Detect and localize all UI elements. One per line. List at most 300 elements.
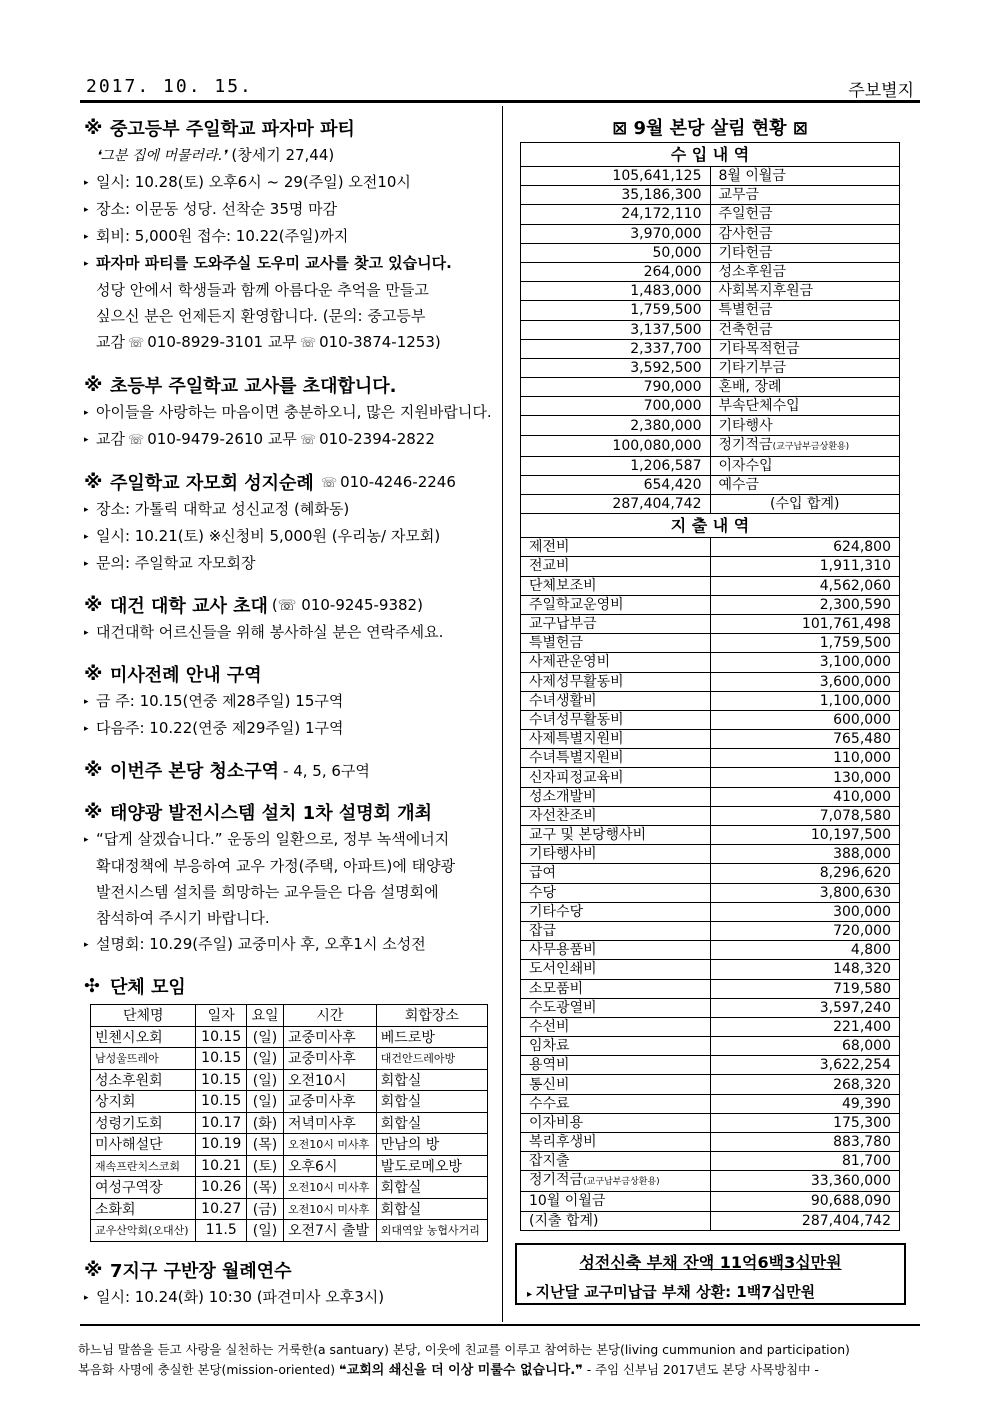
meeting-day: (목) <box>246 1177 283 1199</box>
income-label <box>710 320 900 339</box>
asterism-icon: ※ <box>84 663 103 685</box>
asterism-icon: ※ <box>84 374 103 396</box>
expense-label-text: 단체보조비 <box>529 577 597 594</box>
phone-icon: ☏ <box>299 433 317 448</box>
section-title: 중고등부 주일학교 파자마 파티 <box>110 119 355 140</box>
bullet-arrow-icon: ▸ <box>84 835 89 845</box>
bullet-arrow-icon: ▸ <box>84 532 89 542</box>
income-amount: 1,759,500 <box>521 301 711 320</box>
meeting-time: 오전10시 미사후 <box>284 1177 377 1199</box>
income-row <box>521 262 900 281</box>
income-amount: 35,186,300 <box>521 186 711 205</box>
ornament-icon: ⊠ <box>612 118 628 139</box>
section-title: 태양광 발전시스템 설치 1차 설명회 개최 <box>110 803 433 824</box>
meeting-time: 오전10시 <box>284 1069 377 1091</box>
income-label-text: 건축헌금 <box>718 321 773 338</box>
phone-number: 010-3874-1253) <box>319 333 441 351</box>
income-row <box>521 358 900 377</box>
meeting-date: 10.15 <box>196 1048 246 1070</box>
income-label <box>710 301 900 320</box>
info-line: 회비: 5,000원 접수: 10.22(주일)까지 <box>96 227 349 245</box>
expense-row <box>521 710 900 729</box>
meeting-place: 외대역앞 농협사거리 <box>376 1220 487 1242</box>
expense-amount: 765,480 <box>710 730 900 749</box>
meeting-date: 10.26 <box>196 1177 246 1199</box>
meeting-time: 교중미사후 <box>284 1091 377 1113</box>
income-label-text: 8월 이월금 <box>718 168 786 185</box>
income-label-text: 예수금 <box>718 476 760 493</box>
group-name: 성소후원회 <box>91 1069 196 1091</box>
expense-label <box>521 845 711 864</box>
meeting-place: 회합실 <box>376 1069 487 1091</box>
expense-amount: 3,800,630 <box>710 883 900 902</box>
info-line: 성당 안에서 학생들과 함께 아름다운 추억을 만들고 <box>96 281 429 299</box>
expense-label-text: 자선찬조비 <box>529 807 597 824</box>
income-label <box>710 358 900 377</box>
expense-amount: 101,761,498 <box>710 614 900 633</box>
income-label <box>710 262 900 281</box>
income-amount: 2,337,700 <box>521 339 711 358</box>
income-label <box>710 435 900 456</box>
expense-amount: 4,800 <box>710 941 900 960</box>
expense-label-text: 수녀특별지원비 <box>529 750 624 767</box>
expense-row <box>521 672 900 691</box>
section-district-training <box>84 1256 494 1311</box>
expense-label-text: 급여 <box>529 865 557 882</box>
expense-label-text: 교구납부금 <box>529 616 597 633</box>
phone-icon: ☏ <box>299 336 317 351</box>
expense-amount: 130,000 <box>710 768 900 787</box>
section-title: 단체 모임 <box>110 977 186 998</box>
group-name: 남성울뜨레아 <box>91 1048 196 1070</box>
expense-row <box>521 768 900 787</box>
income-row <box>521 224 900 243</box>
finance-column <box>519 114 901 1231</box>
expense-label <box>521 1152 711 1171</box>
expense-label-text: 수녀성무활동비 <box>529 711 624 728</box>
expense-label-text: 교구 및 본당행사비 <box>529 827 647 844</box>
meeting-time: 오후6시 <box>284 1155 377 1177</box>
expense-amount: 33,360,000 <box>710 1171 900 1192</box>
expense-label <box>521 634 711 653</box>
expense-row <box>521 826 900 845</box>
meeting-place: 회합실 <box>376 1112 487 1134</box>
phone-number: 010-4246-2246 <box>340 473 456 491</box>
expense-row <box>521 864 900 883</box>
info-line: 설명회: 10.29(주일) 교중미사 후, 오후1시 소성전 <box>96 935 426 953</box>
expense-label <box>521 768 711 787</box>
bullet-arrow-icon: ▸ <box>84 1292 89 1303</box>
bulletin-date: 2017. 10. 15. <box>86 76 253 97</box>
column-header: 일자 <box>196 1005 246 1027</box>
expense-row <box>521 921 900 940</box>
expense-label <box>521 1113 711 1132</box>
expense-label <box>521 883 711 902</box>
meeting-time: 저녁미사후 <box>284 1112 377 1134</box>
income-label-text: 감사헌금 <box>718 225 773 242</box>
info-line: 일시: 10.28(토) 오후6시 ~ 29(주일) 오전10시 <box>96 173 411 191</box>
asterism-icon: ※ <box>84 1258 103 1281</box>
income-row <box>521 301 900 320</box>
expense-amount: 68,000 <box>710 1037 900 1056</box>
footer-divider <box>80 1324 920 1326</box>
debt-box <box>515 1243 906 1305</box>
expense-label-text: 사제특별지원비 <box>529 731 624 748</box>
expense-amount: 1,100,000 <box>710 691 900 710</box>
income-label <box>710 167 900 186</box>
expense-label <box>521 960 711 979</box>
expense-amount: 624,800 <box>710 538 900 557</box>
meeting-day: (일) <box>246 1048 283 1070</box>
bullet-arrow-icon: ▸ <box>84 435 89 445</box>
income-label <box>710 456 900 475</box>
info-line: 교감 <box>96 430 125 448</box>
phone-icon: ☏ <box>127 336 145 351</box>
expense-label-text: 통신비 <box>529 1076 570 1093</box>
finance-table <box>520 142 900 1231</box>
info-line: 대건대학 어르신들을 위해 봉사하실 분은 연락주세요. <box>96 623 444 641</box>
expense-row <box>521 749 900 768</box>
table-row <box>91 1048 488 1070</box>
meeting-date: 10.15 <box>196 1026 246 1048</box>
table-header-row <box>91 1005 488 1027</box>
expense-label-text: 전교비 <box>529 558 570 575</box>
income-label-text: 기타기부금 <box>718 359 787 376</box>
expense-row <box>521 576 900 595</box>
expense-label-text: 도서인쇄비 <box>529 961 597 978</box>
expense-label-text: 이자비용 <box>529 1114 584 1131</box>
expense-label-text: 특별헌금 <box>529 635 584 652</box>
asterism-icon: ※ <box>84 117 103 139</box>
info-line: 아이들을 사랑하는 마음이면 충분하오니, 많은 지원바랍니다. <box>96 403 492 421</box>
group-name: 상지회 <box>91 1091 196 1113</box>
column-header: 단체명 <box>91 1005 196 1027</box>
column-header: 시간 <box>284 1005 377 1027</box>
expense-label <box>521 941 711 960</box>
expense-row <box>521 806 900 825</box>
meeting-day: (일) <box>246 1069 283 1091</box>
expense-row <box>521 883 900 902</box>
expense-label-text: 10월 이월금 <box>529 1193 606 1210</box>
section-title: 주일학교 자모회 성지순례 <box>110 473 314 494</box>
phone-number: 010-9479-2610 교무 <box>147 430 297 448</box>
asterism-icon: ※ <box>84 801 103 823</box>
bullet-arrow-icon: ▸ <box>84 505 89 515</box>
group-name: 재속프란치스코회 <box>91 1155 196 1177</box>
expense-row <box>521 1113 900 1132</box>
table-row <box>91 1091 488 1113</box>
finance-title-text: 9월 본당 살림 현황 <box>633 118 787 139</box>
table-row <box>91 1134 488 1156</box>
income-amount: 264,000 <box>521 262 711 281</box>
expense-row <box>521 979 900 998</box>
section-solar <box>84 798 494 958</box>
bullet-arrow-icon: ▸ <box>84 408 89 418</box>
income-label-text: 혼배, 장례 <box>718 379 782 396</box>
meeting-time: 오전10시 미사후 <box>284 1134 377 1156</box>
expense-label-text: 임차료 <box>529 1038 570 1055</box>
expense-amount: 1,759,500 <box>710 634 900 653</box>
expense-row <box>521 1094 900 1113</box>
expense-row <box>521 787 900 806</box>
expense-amount: 883,780 <box>710 1133 900 1152</box>
expense-label <box>521 653 711 672</box>
section-title: 7지구 구반장 월례연수 <box>110 1260 292 1282</box>
expense-amount: 3,100,000 <box>710 653 900 672</box>
expense-label <box>521 576 711 595</box>
income-label-text: 성소후원금 <box>718 264 787 281</box>
expense-label-text: 정기적금 <box>529 1172 584 1189</box>
income-label-text: 주일헌금 <box>718 206 773 223</box>
expense-row <box>521 634 900 653</box>
meeting-date: 10.19 <box>196 1134 246 1156</box>
info-line: 금 주: 10.15(연중 제28주일) 15구역 <box>96 692 344 710</box>
income-amount: 287,404,742 <box>521 495 711 514</box>
expense-label <box>521 902 711 921</box>
meeting-place: 회합실 <box>376 1198 487 1220</box>
expense-row <box>521 614 900 633</box>
expense-label-text: 사제성무활동비 <box>529 673 624 690</box>
bulletin-title: 주보별지 <box>848 81 914 101</box>
expense-rows <box>521 538 900 1231</box>
expense-row <box>521 902 900 921</box>
expense-label-text: 수녀생활비 <box>529 692 597 709</box>
income-amount: 100,080,000 <box>521 435 711 456</box>
table-row <box>91 1026 488 1048</box>
info-line: 확대정책에 부응하여 교우 가정(주택, 아파트)에 태양광 <box>96 857 456 875</box>
income-label-text: 교무금 <box>718 187 760 204</box>
income-label <box>710 475 900 494</box>
scripture-quote: ❛그분 집에 머물러라.❜ <box>96 148 227 164</box>
expense-amount: 600,000 <box>710 710 900 729</box>
meeting-day: (목) <box>246 1134 283 1156</box>
income-header: 수 입 내 역 <box>521 143 900 167</box>
income-row <box>521 495 900 514</box>
bullet-arrow-icon: ▸ <box>84 259 89 269</box>
expense-amount: 300,000 <box>710 902 900 921</box>
expense-label <box>521 1037 711 1056</box>
footer-motto: ❝교회의 쇄신을 더 이상 미룰수 없습니다.❞ <box>339 1363 583 1378</box>
bullet-arrow-icon: ▸ <box>84 559 89 569</box>
expense-label <box>521 1017 711 1036</box>
income-amount: 24,172,110 <box>521 205 711 224</box>
table-row <box>91 1155 488 1177</box>
expense-row <box>521 595 900 614</box>
info-line: 참석하여 주시기 바랍니다. <box>96 909 270 927</box>
meeting-time: 오전10시 미사후 <box>284 1198 377 1220</box>
group-name: 교우산악회(오대산) <box>91 1220 196 1242</box>
income-label <box>710 186 900 205</box>
section-group-meetings <box>84 972 494 1242</box>
meeting-place: 회합실 <box>376 1091 487 1113</box>
phone-number: 010-2394-2822 <box>319 430 435 448</box>
expense-row <box>521 653 900 672</box>
income-label <box>710 397 900 416</box>
income-amount: 3,137,500 <box>521 320 711 339</box>
meeting-place: 대건안드레아방 <box>376 1048 487 1070</box>
page-footer <box>78 1340 922 1381</box>
expense-row <box>521 1017 900 1036</box>
income-amount: 654,420 <box>521 475 711 494</box>
expense-row <box>521 538 900 557</box>
expense-row <box>521 1075 900 1094</box>
expense-row <box>521 1211 900 1230</box>
income-amount: 105,641,125 <box>521 167 711 186</box>
meeting-place: 발도로메오방 <box>376 1155 487 1177</box>
expense-label <box>521 806 711 825</box>
bullet-arrow-icon: ▸ <box>84 232 89 242</box>
footer-attribution: - 주임 신부님 2017년도 본당 사목방침中 - <box>586 1362 819 1377</box>
expense-row <box>521 1133 900 1152</box>
expense-amount: 3,597,240 <box>710 998 900 1017</box>
group-name: 미사해설단 <box>91 1134 196 1156</box>
income-rows <box>521 167 900 514</box>
section-daegun <box>84 591 494 646</box>
expense-amount: 268,320 <box>710 1075 900 1094</box>
meeting-day: (금) <box>246 1198 283 1220</box>
income-label <box>710 378 900 397</box>
bullet-arrow-icon: ▸ <box>84 940 89 950</box>
meeting-day: (일) <box>246 1220 283 1242</box>
expense-amount: 8,296,620 <box>710 864 900 883</box>
expense-amount: 410,000 <box>710 787 900 806</box>
expense-amount: 110,000 <box>710 749 900 768</box>
table-row <box>91 1220 488 1242</box>
meeting-place: 만남의 방 <box>376 1134 487 1156</box>
meeting-day: (토) <box>246 1155 283 1177</box>
expense-label-text: 성소개발비 <box>529 788 597 805</box>
expense-row <box>521 998 900 1017</box>
bullet-arrow-icon: ▸ <box>84 628 89 638</box>
info-line: 장소: 이문동 성당. 선착순 35명 마감 <box>96 200 338 218</box>
income-label-text: 특별헌금 <box>718 302 773 319</box>
income-label-text: 이자수입 <box>718 457 773 474</box>
expense-label-text: 수수료 <box>529 1095 570 1112</box>
column-header: 회합장소 <box>376 1005 487 1027</box>
expense-label-text: 기타수당 <box>529 903 584 920</box>
income-row <box>521 475 900 494</box>
income-row <box>521 378 900 397</box>
income-row <box>521 397 900 416</box>
expense-label <box>521 730 711 749</box>
expense-amount: 719,580 <box>710 979 900 998</box>
footer-line-2a: 복음화 사명에 충실한 본당(mission-oriented) <box>78 1362 336 1377</box>
meeting-time: 교중미사후 <box>284 1048 377 1070</box>
footer-line-1: 하느님 말씀을 듣고 사랑을 실천하는 거룩한(a santuary) 본당, 이웃에 친교를 이루고 참여하는 본당(living cummunion and participation) <box>78 1342 850 1357</box>
header-divider <box>80 100 920 103</box>
expense-label <box>521 672 711 691</box>
expense-label-text: 복리후생비 <box>529 1134 597 1151</box>
income-label <box>710 339 900 358</box>
expense-label-text: 잡급 <box>529 923 557 940</box>
meeting-date: 10.15 <box>196 1069 246 1091</box>
meeting-day: (화) <box>246 1112 283 1134</box>
expense-label-text: 잡지출 <box>529 1153 570 1170</box>
meeting-date: 10.17 <box>196 1112 246 1134</box>
phone-icon: ☏ <box>127 433 145 448</box>
meeting-place: 베드로방 <box>376 1026 487 1048</box>
expense-row <box>521 1152 900 1171</box>
income-label-text: 사회복지후원금 <box>718 283 814 300</box>
expense-label <box>521 595 711 614</box>
asterism-icon: ※ <box>84 471 103 493</box>
section-title: 이번주 본당 청소구역 <box>110 761 280 782</box>
income-amount: 3,592,500 <box>521 358 711 377</box>
sparkle-icon: ✣ <box>84 975 100 997</box>
income-amount: 3,970,000 <box>521 224 711 243</box>
meeting-day: (일) <box>246 1026 283 1048</box>
column-divider <box>502 106 503 1322</box>
bullet-arrow-icon: ▸ <box>84 205 89 215</box>
income-label-text: (수입 합계) <box>770 496 840 513</box>
expense-label-text: 신자피정교육비 <box>529 769 624 786</box>
expense-row <box>521 1171 900 1192</box>
expense-amount: 720,000 <box>710 921 900 940</box>
expense-amount: 4,562,060 <box>710 576 900 595</box>
income-amount: 700,000 <box>521 397 711 416</box>
bullet-arrow-icon: ▸ <box>84 697 89 707</box>
section-mass-liturgy <box>84 660 494 742</box>
expense-amount: 7,078,580 <box>710 806 900 825</box>
income-label <box>710 224 900 243</box>
info-line: 발전시스템 설치를 희망하는 교우들은 다음 설명회에 <box>96 883 439 901</box>
meeting-date: 10.15 <box>196 1091 246 1113</box>
expense-amount: 221,400 <box>710 1017 900 1036</box>
expense-label-text: (지출 합계) <box>529 1212 599 1229</box>
scripture-ref: (창세기 27,44) <box>231 146 335 164</box>
asterism-icon: ※ <box>84 759 103 781</box>
expense-amount: 2,300,590 <box>710 595 900 614</box>
expense-label <box>521 749 711 768</box>
info-line: “답게 살겠습니다.” 운동의 일환으로, 정부 녹색에너지 <box>96 830 450 848</box>
income-row <box>521 435 900 456</box>
group-name: 여성구역장 <box>91 1177 196 1199</box>
expense-label <box>521 979 711 998</box>
expense-label-text: 사무용품비 <box>529 942 597 959</box>
expense-row <box>521 691 900 710</box>
expense-amount: 3,600,000 <box>710 672 900 691</box>
expense-header: 지 출 내 역 <box>521 514 900 538</box>
expense-label <box>521 1192 711 1211</box>
section-title: 초등부 주일학교 교사를 초대합니다. <box>110 376 397 397</box>
expense-row <box>521 730 900 749</box>
expense-label <box>521 614 711 633</box>
expense-amount: 3,622,254 <box>710 1056 900 1075</box>
ornament-icon: ⊠ <box>792 118 808 139</box>
table-row <box>91 1112 488 1134</box>
section-title: 대건 대학 교사 초대 <box>110 596 268 617</box>
info-line: 싶으신 분은 언제든지 환영합니다. (문의: 중고등부 <box>96 307 426 325</box>
income-amount: 1,483,000 <box>521 282 711 301</box>
expense-label <box>521 710 711 729</box>
expense-label <box>521 1171 711 1192</box>
group-name: 성령기도회 <box>91 1112 196 1134</box>
income-label-text: 부속단체수입 <box>718 398 800 415</box>
income-label-text: 정기적금 <box>718 436 773 453</box>
expense-label-text: 제전비 <box>529 539 570 556</box>
expense-label <box>521 1133 711 1152</box>
announcements-column <box>84 114 494 1325</box>
meeting-date: 10.27 <box>196 1198 246 1220</box>
expense-label <box>521 921 711 940</box>
finance-title <box>519 114 901 142</box>
phone-icon: ☏ <box>320 476 338 491</box>
info-line: 다음주: 10.22(연중 제29주일) 1구역 <box>96 719 344 737</box>
income-label <box>710 495 900 514</box>
expense-label-text: 수도광열비 <box>529 999 597 1016</box>
info-line: 파자마 파티를 도와주실 도우미 교사를 찾고 있습니다. <box>96 254 452 272</box>
phone-number: 010-8929-3101 교무 <box>147 333 297 351</box>
